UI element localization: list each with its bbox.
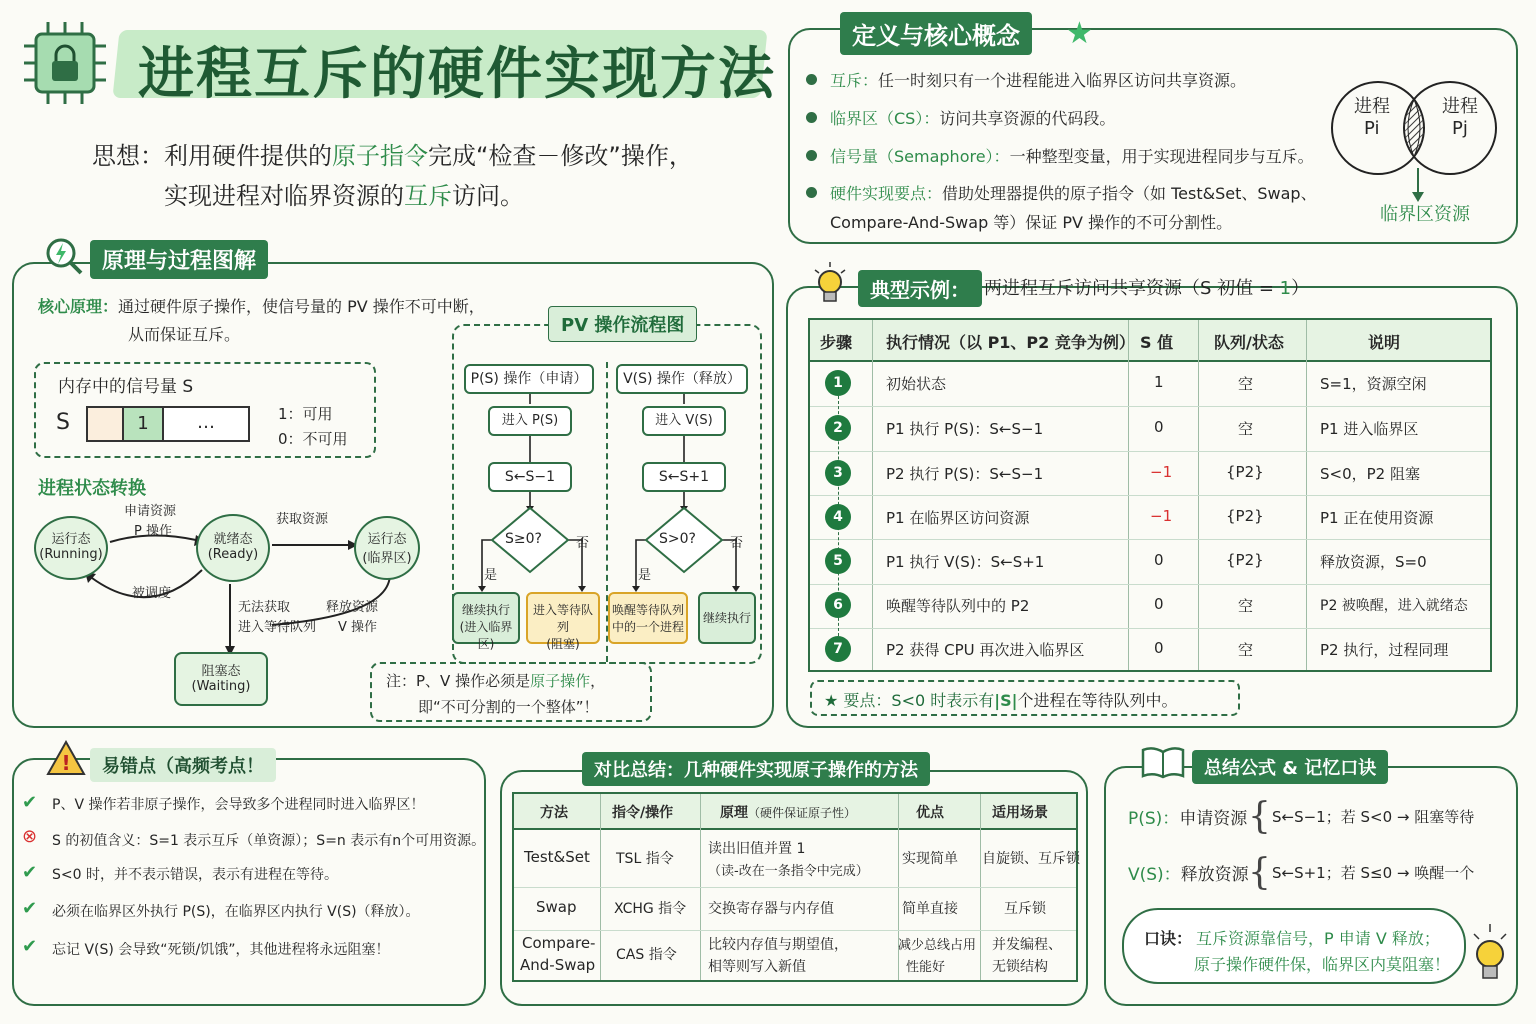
summary-v: V(S)：释放资源 (1128, 865, 1249, 885)
memory-title: 内存中的信号量 S (58, 377, 194, 397)
definitions-title: 定义与核心概念 (840, 12, 1032, 55)
v-no: 否 (730, 536, 744, 551)
compare-scene: 并发编程、 (992, 937, 1062, 953)
check-icon: ✔ (22, 898, 38, 919)
compare-header-instr: 指令/操作 (612, 805, 674, 821)
row-queue: {P2} (1226, 507, 1264, 525)
state-running-label: 运行态 (51, 532, 91, 547)
pitfall-2: S 的初值含义：S=1 表示互斥（单资源）；S=n 表示有n个可用资源。 (52, 833, 486, 849)
row-queue: 空 (1238, 641, 1254, 659)
p-yes: 是 (484, 568, 498, 583)
arrow-release-label: 释放资源 (326, 600, 379, 615)
state-title: 进程状态转换 (38, 478, 146, 499)
definition-1: 互斥：任一时刻只有一个进程能进入临界区访问共享资源。 (830, 71, 1247, 90)
v-condition: S>0? (659, 531, 696, 547)
summary-title: 总结公式 & 记忆口诀 (1192, 750, 1388, 784)
core-principle: 核心原理：通过硬件原子操作，使信号量的 PV 操作不可中断， (38, 297, 485, 316)
lightbulb-icon (812, 262, 848, 306)
motto-line-2: 原子操作硬件保，临界区内莫阻塞！ (1194, 955, 1451, 974)
row-note: S=1，资源空闲 (1320, 375, 1427, 393)
venn-right-sub: Pj (1452, 118, 1468, 139)
pv-note: 注：P、V 操作必须是原子操作， (386, 672, 606, 690)
compare-instr: TSL 指令 (616, 851, 674, 867)
pitfall-3: S<0 时，并不表示错误，表示有进程在等待。 (52, 867, 338, 883)
row-action: P1 执行 V(S)：S←S+1 (886, 553, 1045, 571)
example-header-note: 说明 (1368, 333, 1401, 352)
example-header-step: 步骤 (820, 333, 853, 352)
p-continue-label: 继续执行 (461, 603, 510, 617)
idea-line-1: 思想：利用硬件提供的原子指令完成“检查－修改”操作， (92, 142, 693, 170)
pitfalls-title: 易错点（高频考点！ (90, 748, 276, 782)
compare-pros-2: 性能好 (906, 960, 946, 975)
v-wake (608, 592, 688, 644)
pitfall-1: P、V 操作若非原子操作，会导致多个进程同时进入临界区！ (52, 797, 425, 813)
compare-scene-2: 无锁结构 (992, 959, 1048, 975)
v-wake-label: 唤醒等待队列 (611, 603, 684, 617)
state-running (34, 516, 108, 580)
row-s-value: 0 (1154, 639, 1164, 657)
definition-4: 硬件实现要点：借助处理器提供的原子指令（如 Test&Set、Swap、 (830, 184, 1317, 203)
compare-instr: CAS 指令 (616, 947, 677, 963)
row-s-value: −1 (1150, 507, 1173, 525)
compare-principle: 读出旧值并置 1 (708, 841, 806, 857)
summary-v-formula: S←S+1；若 S≤0 → 唤醒一个 (1272, 864, 1475, 882)
compare-method: Test&Set (524, 848, 590, 866)
principle-title: 原理与过程图解 (90, 240, 268, 279)
v-wake-sub: 中的一个进程 (611, 620, 684, 634)
row-note: P1 正在使用资源 (1320, 509, 1434, 527)
page-title: 进程互斥的硬件实现方法 (138, 41, 776, 107)
step-badge: 4 (825, 504, 851, 530)
row-queue: {P2} (1226, 551, 1264, 569)
state-waiting-label: 阻塞态 (201, 664, 241, 679)
row-s-value: 0 (1154, 595, 1164, 613)
motto-label: 口诀： (1144, 929, 1193, 948)
step-badge: 5 (825, 548, 851, 574)
state-ready-en: (Ready) (207, 547, 259, 562)
row-queue: 空 (1238, 375, 1254, 393)
compare-scene: 自旋锁、互斥锁 (982, 851, 1080, 867)
definition-4-cont: Compare-And-Swap 等）保证 PV 操作的不可分割性。 (830, 213, 1233, 232)
arrow-request-p: P 操作 (134, 524, 172, 539)
legend-unavailable: 0：不可用 (278, 430, 348, 448)
row-note: P2 被唤醒，进入就绪态 (1320, 598, 1468, 614)
p-header: P(S) 操作（申请） (464, 364, 594, 394)
state-running-en: (Running) (39, 547, 103, 562)
compare-pros: 减少总线占用 (898, 938, 977, 953)
chip-lock-icon (22, 20, 108, 106)
arrow-request-label: 申请资源 (124, 504, 177, 519)
brace-icon: { (1248, 852, 1271, 893)
row-action: P2 获得 CPU 再次进入临界区 (886, 641, 1085, 659)
state-waiting (174, 652, 268, 706)
compare-method-2: And-Swap (520, 956, 596, 974)
compare-principle: 比较内存值与期望值， (708, 937, 848, 953)
row-queue: 空 (1238, 420, 1254, 438)
venn-left-sub: Pi (1364, 118, 1380, 139)
bullet-icon (806, 150, 817, 161)
v-enter: 进入 V(S) (642, 406, 726, 436)
p-wait-sub: (阻塞) (546, 637, 580, 651)
arrow-dispatch-label: 被调度 (132, 586, 172, 601)
compare-principle-2: （读-改在一条指令中完成） (708, 864, 869, 879)
row-note: P1 进入临界区 (1320, 420, 1419, 438)
v-continue: 继续执行 (698, 592, 756, 644)
example-header-s: S 值 (1140, 333, 1174, 352)
check-icon: ✔ (22, 862, 38, 883)
svg-text:!: ! (61, 751, 71, 775)
row-s-value: 1 (1154, 373, 1164, 391)
definition-2: 临界区（CS）：访问共享资源的代码段。 (830, 109, 1116, 128)
row-queue: 空 (1238, 597, 1254, 615)
key-point: ★ 要点：S<0 时表示有|S|个进程在等待队列中。 (824, 691, 1178, 710)
p-enter: 进入 P(S) (488, 406, 572, 436)
bullet-icon (806, 74, 817, 85)
state-waiting-en: (Waiting) (191, 679, 251, 694)
row-note: S<0，P2 阻塞 (1320, 465, 1420, 483)
arrow-release-v: V 操作 (338, 620, 378, 635)
p-no: 否 (576, 536, 590, 551)
summary-p: P(S)：申请资源 (1128, 809, 1248, 829)
p-wait-label: 进入等待队列 (532, 603, 593, 634)
pv-note-cont: 即“不可分割的一个整体”！ (418, 698, 599, 716)
row-note: P2 执行，过程同理 (1320, 641, 1449, 659)
compare-header-principle: 原理（硬件保证原子性） (720, 805, 857, 821)
legend-available: 1：可用 (278, 405, 333, 423)
p-continue-sub: (进入临界区) (459, 620, 513, 651)
row-action: P1 在临界区访问资源 (886, 509, 1030, 527)
motto-line-1: 互斥资源靠信号，P 申请 V 释放； (1196, 929, 1440, 948)
summary-p-formula: S←S−1；若 S<0 → 阻塞等待 (1272, 808, 1475, 826)
arrow-fail-label: 无法获取 (238, 600, 291, 615)
lightbulb-icon (1470, 924, 1510, 994)
star-icon: ★ (1066, 16, 1093, 51)
example-table (808, 318, 1492, 672)
memory-cell-value: 1 (122, 406, 164, 442)
venn-right-label: 进程 (1442, 96, 1478, 117)
pitfall-5: 忘记 V(S) 会导致“死锁/饥饿”，其他进程将永远阻塞！ (52, 942, 390, 958)
row-queue: {P2} (1226, 463, 1264, 481)
arrow-fail-queue: 进入等待队列 (238, 620, 317, 635)
v-yes: 是 (638, 568, 652, 583)
bullet-icon (806, 187, 817, 198)
book-icon (1140, 744, 1186, 780)
venn-resource-label: 临界区资源 (1380, 204, 1470, 225)
arrow-get-label: 获取资源 (276, 512, 329, 527)
venn-left-label: 进程 (1354, 96, 1390, 117)
idea-line-2: 实现进程对临界资源的互斥访问。 (164, 182, 524, 210)
row-note: 释放资源，S=0 (1320, 553, 1427, 571)
core-principle-cont: 从而保证互斥。 (128, 325, 241, 344)
state-running-cs-label: 运行态 (367, 532, 407, 547)
bullet-icon (806, 112, 817, 123)
compare-header-pros: 优点 (916, 805, 944, 821)
v-increment: S←S+1 (642, 462, 726, 492)
example-title: 典型示例： (858, 270, 982, 307)
cross-icon: ⊗ (22, 826, 38, 847)
row-action: 唤醒等待队列中的 P2 (886, 597, 1030, 615)
state-ready (196, 514, 270, 582)
s-label: S (56, 410, 70, 435)
step-badge: 3 (825, 460, 851, 486)
example-subtitle: 两进程互斥访问共享资源（S 初值 = 1） (984, 278, 1310, 299)
compare-principle: 交换寄存器与内存值 (708, 901, 834, 917)
p-condition: S≥0? (505, 531, 542, 547)
compare-pros: 实现简单 (902, 851, 958, 867)
p-decrement: S←S−1 (488, 462, 572, 492)
step-badge: 2 (825, 415, 851, 441)
compare-instr: XCHG 指令 (614, 901, 687, 917)
definition-3: 信号量（Semaphore）：一种整型变量，用于实现进程同步与互斥。 (830, 147, 1314, 166)
p-wait (526, 592, 600, 651)
row-s-value: 0 (1154, 551, 1164, 569)
step-badge: 7 (825, 636, 851, 662)
state-running-cs (354, 516, 420, 580)
check-icon: ✔ (22, 936, 38, 957)
memory-cell-empty (86, 406, 124, 442)
memory-cell-more: … (162, 406, 250, 442)
brace-icon: { (1248, 796, 1271, 837)
compare-pros: 简单直接 (902, 901, 958, 917)
compare-header-method: 方法 (540, 805, 568, 821)
compare-title: 对比总结：几种硬件实现原子操作的方法 (582, 752, 930, 786)
compare-method: Swap (536, 898, 577, 916)
compare-principle-2: 相等则写入新值 (708, 959, 806, 975)
row-action: P1 执行 P(S)：S←S−1 (886, 420, 1044, 438)
pv-flow-title: PV 操作流程图 (548, 306, 697, 342)
example-header-queue: 队列/状态 (1214, 333, 1284, 352)
row-action: P2 执行 P(S)：S←S−1 (886, 465, 1044, 483)
row-s-value: 0 (1154, 418, 1164, 436)
state-running-cs-sub: (临界区) (362, 551, 412, 566)
warning-icon (46, 740, 86, 776)
step-badge: 6 (825, 592, 851, 618)
magnifier-lightning-icon (44, 236, 84, 276)
state-ready-label: 就绪态 (213, 532, 253, 547)
v-header: V(S) 操作（释放） (616, 364, 748, 394)
row-action: 初始状态 (886, 375, 947, 393)
example-header-action: 执行情况（以 P1、P2 竞争为例） (886, 333, 1135, 352)
p-continue (452, 592, 520, 651)
step-badge: 1 (825, 370, 851, 396)
compare-header-scene: 适用场景 (992, 805, 1048, 821)
row-s-value: −1 (1150, 463, 1173, 481)
pitfall-4: 必须在临界区外执行 P(S)，在临界区内执行 V(S)（释放）。 (52, 904, 420, 920)
compare-method: Compare- (522, 934, 596, 952)
compare-scene: 互斥锁 (1004, 901, 1046, 917)
check-icon: ✔ (22, 792, 38, 813)
